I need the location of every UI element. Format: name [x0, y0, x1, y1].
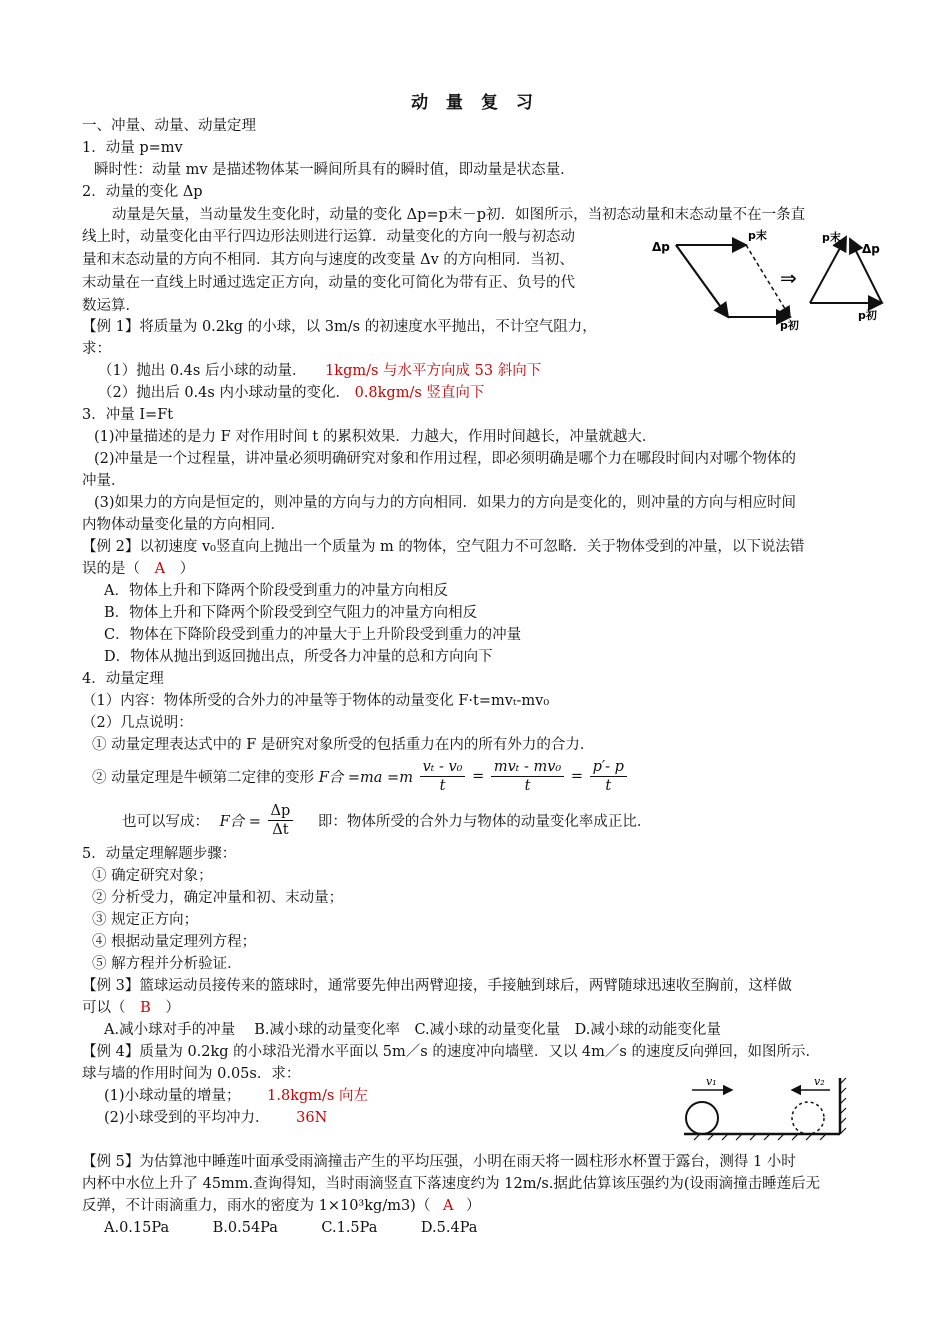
example1-q2: （2）抛出后 0.4s 内小球动量的变化． — [98, 385, 350, 401]
example5-options: A.0.15Pa B.0.54Pa C.1.5Pa D.5.4Pa — [104, 1220, 478, 1236]
example4-q2-line — [104, 1107, 327, 1129]
step-1: ① 确定研究对象； — [92, 868, 213, 884]
example2-line2a: 误的是（ — [82, 561, 140, 577]
eq1-equals-a: = — [472, 768, 485, 785]
example5-line3 — [82, 1195, 481, 1217]
example2-option-b: B．物体上升和下降两个阶段受到空气阻力的冲量方向相反 — [104, 605, 478, 621]
impulse-heading: 3．冲量 I=Ft — [82, 407, 174, 423]
example1-q2-line — [98, 382, 484, 404]
example2-answer: A — [154, 561, 166, 577]
momentum-change-heading: 2．动量的变化 Δp — [82, 184, 203, 200]
eq1-fraction1 — [420, 758, 466, 795]
example2-line2 — [82, 558, 194, 580]
impulse-point3a: (3)如果力的方向是恒定的，则冲量的方向与力的方向相同．如果力的方向是变化的，则冲量的方向与相应时间 — [94, 495, 797, 511]
momentum-change-line3: 量和末态动量的方向不相同．其方向与速度的改变量 Δv 的方向相同．当初、 — [82, 252, 574, 268]
impulse-point3b: 内物体动量变化量的方向相同． — [82, 517, 285, 533]
example3-options: A.减小球对手的冲量 B.减小球的动量变化率 C.减小球的动量变化量 D.减小球的动能变化量 — [104, 1022, 721, 1038]
fig-arrow: ⇒ — [780, 266, 797, 290]
momentum-change-line2: 线上时，动量变化由平行四边形法则进行运算．动量变化的方向一般与初态动 — [82, 229, 575, 245]
example2-line2b: ） — [179, 561, 195, 577]
example3-line2 — [82, 997, 180, 1019]
example2-option-c: C．物体在下降阶段受到重力的冲量大于上升阶段受到重力的冲量 — [104, 627, 522, 643]
example1-q1-line — [98, 360, 541, 382]
section-heading: 一、冲量、动量、动量定理 — [82, 118, 256, 134]
fig-dp-label-2: Δp — [862, 242, 880, 256]
example3-line1: 【例 3】篮球运动员接传来的篮球时，通常要先伸出两臂迎接，手接触到球后，两臂随球迅速收至胸前，这样做 — [82, 978, 792, 994]
example5-line3a: 反弹，不计雨滴重力，雨水的密度为 1×10³kg/m3)（ — [82, 1198, 431, 1214]
eq2-den: Δt — [272, 822, 289, 838]
example4-q1-line — [104, 1085, 368, 1107]
theorem-note2: ② 动量定理是牛顿第二定律的变形 — [92, 770, 315, 786]
step-4: ④ 根据动量定理列方程； — [92, 934, 257, 950]
fig-pstart-label: p初 — [780, 319, 799, 332]
example3-answer: B — [140, 1000, 151, 1016]
vector-diagram — [650, 225, 890, 335]
momentum-change-line1: 动量是矢量，当动量发生变化时，动量的变化 Δp=p末－p初．如图所示，当初态动量和末态动量不在一条直 — [112, 207, 806, 223]
eq1-num2: mvₜ - mv₀ — [491, 758, 564, 777]
step-5: ⑤ 解方程并分析验证． — [92, 956, 242, 972]
eq1-fraction2 — [491, 758, 564, 795]
momentum-heading: 1．动量 p=mv — [82, 140, 183, 156]
example1-a1: 1kgm/s 与水平方向成 53 斜向下 — [325, 363, 542, 379]
theorem-heading: 4．动量定理 — [82, 671, 164, 687]
theorem-content: （1）内容：物体所受的合外力的冲量等于物体的动量变化 F·t=mvₜ-mv₀ — [82, 693, 550, 709]
example2-option-a: A．物体上升和下降两个阶段受到重力的冲量方向相反 — [104, 583, 448, 599]
example3-line2b: ） — [165, 1000, 180, 1016]
eq1-den3: t — [605, 778, 612, 794]
fig2-v1-label: v₁ — [706, 1075, 717, 1088]
fig2-v2-label: v₂ — [814, 1075, 825, 1088]
momentum-change-line4: 末动量在一直线上时通过选定正方向，动量的变化可简化为带有正、负号的代 — [82, 275, 575, 291]
example3-line2a: 可以（ — [82, 1000, 126, 1016]
theorem-alt-prefix: 也可以写成： — [122, 814, 209, 830]
step-2: ② 分析受力，确定冲量和初、末动量； — [92, 890, 344, 906]
steps-heading: 5．动量定理解题步骤： — [82, 846, 237, 862]
eq2-lhs: F合 = — [219, 814, 261, 830]
example5-line1: 【例 5】为估算池中睡莲叶面承受雨滴撞击产生的平均压强，小明在雨天将一圆柱形水杯置于露台，测得 1 小时 — [82, 1154, 796, 1170]
theorem-alt-line — [122, 802, 651, 839]
example5-line2: 内杯中水位上升了 45mm.查询得知，当时雨滴竖直下落速度约为 12m/s.据此估算该压强约为(设雨滴撞击睡莲后无 — [82, 1176, 821, 1192]
example1-line2: 求： — [82, 341, 111, 357]
eq1-num3: p′- p — [590, 758, 627, 777]
eq2-num: Δp — [268, 802, 294, 821]
fig-dp-label: Δp — [652, 240, 670, 254]
fig-pend-label-2: p末 — [822, 231, 841, 244]
step-3: ③ 规定正方向； — [92, 912, 199, 928]
momentum-body: 瞬时性：动量 mv 是描述物体某一瞬间所具有的瞬时值，即动量是状态量． — [94, 162, 575, 178]
eq1-num1: vₜ - v₀ — [420, 758, 466, 777]
fig-pend-label: p末 — [748, 229, 767, 242]
eq1-lhs: F合 =ma =m — [318, 770, 413, 786]
page-title: 动 量 复 习 — [411, 93, 539, 113]
example4-q2: (2)小球受到的平均冲力． — [104, 1110, 270, 1126]
eq1-den1: t — [439, 778, 446, 794]
impulse-point1: (1)冲量描述的是力 F 对作用时间 t 的累积效果．力越大，作用时间越长，冲量就越大． — [94, 429, 657, 445]
eq1-equals-b: = — [570, 768, 583, 785]
example2-option-d: D．物体从抛出到返回抛出点，所受各力冲量的总和方向向下 — [104, 649, 493, 665]
example5-line3b: ） — [466, 1198, 481, 1214]
eq2-fraction — [268, 802, 294, 839]
theorem-note2-line — [92, 758, 629, 795]
example1-a2: 0.8kgm/s 竖直向下 — [354, 385, 485, 401]
example1-line1: 【例 1】将质量为 0.2kg 的小球，以 3m/s 的初速度水平抛出，不计空气阻力， — [82, 319, 597, 335]
example4-q1: (1)小球动量的增量； — [104, 1088, 241, 1104]
eq1-den2: t — [524, 778, 531, 794]
example1-q1: （1）抛出 0.4s 后小球的动量． — [98, 363, 307, 379]
example4-line1: 【例 4】质量为 0.2kg 的小球沿光滑水平面以 5m／s 的速度冲向墙壁．又以 4m／s 的速度反向弹回，如图所示． — [82, 1044, 820, 1060]
example4-a1: 1.8kgm/s 向左 — [267, 1088, 368, 1104]
example2-line1: 【例 2】以初速度 v₀竖直向上抛出一个质量为 m 的物体，空气阻力不可忽略．关于物体受到的冲量，以下说法错 — [82, 539, 805, 555]
theorem-alt-suffix: 即：物体所受的合外力与物体的动量变化率成正比． — [317, 814, 652, 830]
eq1-fraction3 — [590, 758, 627, 795]
impulse-point2a: (2)冲量是一个过程量，讲冲量必须明确研究对象和作用过程，即必须明确是哪个力在哪段时间内对哪个物体的 — [94, 451, 797, 467]
momentum-change-line5: 数运算． — [82, 298, 140, 314]
fig-pstart-label-2: p初 — [858, 309, 877, 322]
example4-line2: 球与墙的作用时间为 0.05s．求： — [82, 1066, 301, 1082]
theorem-notes-heading: （2）几点说明： — [82, 715, 193, 731]
ball-wall-diagram — [680, 1072, 860, 1142]
example4-a2: 36N — [296, 1110, 328, 1126]
theorem-note1: ① 动量定理表达式中的 F 是研究对象所受的包括重力在内的所有外力的合力． — [92, 737, 595, 753]
impulse-point2b: 冲量． — [82, 473, 126, 489]
example5-answer: A — [442, 1198, 454, 1214]
